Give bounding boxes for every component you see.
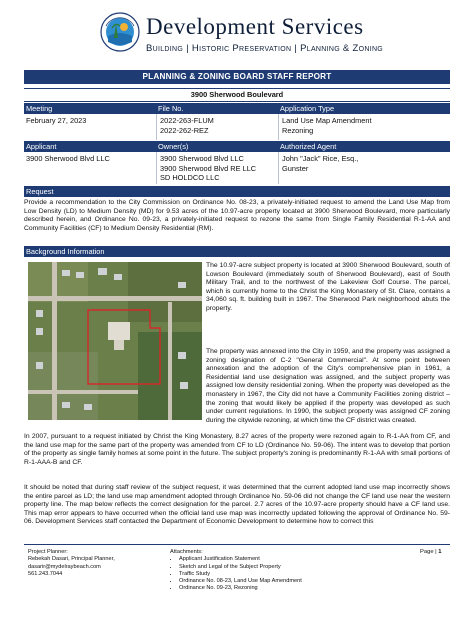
department-title: Development Services xyxy=(146,14,364,39)
attachments-list xyxy=(170,556,302,592)
applicant-name: 3900 Sherwood Blvd LLC xyxy=(26,154,110,163)
background-paragraph-3: In 2007, pursuant to a request initiated by Christ the King Monastery, 8.27 acres of the property were rezoned again to R-1-AA from CF, and the land use map for the same part of the property was amended from CF to LD (Ordinance No. 59-06). The intent was to develop that portion of the property as single family homes at some point in the future. The subject property's zoning is predominantly R-1-AA with small portions of R-1-AAA-B and CF. xyxy=(24,433,450,466)
applicant-table-row xyxy=(24,152,450,184)
background-heading: Background Information xyxy=(24,246,450,257)
attachment-item: • Sketch and Legal of the Subject Property xyxy=(179,564,302,571)
agent: Gunster xyxy=(282,163,309,173)
attachments xyxy=(170,549,302,593)
meeting-table xyxy=(24,103,450,140)
report-address: 3900 Sherwood Boulevard xyxy=(24,88,450,102)
aerial-photo xyxy=(28,262,202,420)
owner: SD HOLDCO LLC xyxy=(160,173,220,182)
file-no: 2022-262-REZ xyxy=(160,125,209,135)
subtitle-historic: Historic Preservation xyxy=(191,43,292,54)
department-subtitle: Building | Historic Preservation | Planning & Zoning xyxy=(146,43,384,54)
planner-name: Rebekah Dasari, Principal Planner, xyxy=(28,556,115,563)
header-file-no: File No. xyxy=(158,104,184,113)
file-numbers xyxy=(156,114,278,140)
city-seal-icon xyxy=(100,12,140,52)
applicant-table-header xyxy=(24,141,450,152)
owner: 3900 Sherwood Blvd LLC xyxy=(160,154,244,163)
application-type: Rezoning xyxy=(282,125,314,135)
header-applicant: Applicant xyxy=(26,142,57,151)
attachment-item: • Ordinance No. 08-23, Land Use Map Amendment xyxy=(179,578,302,585)
project-planner xyxy=(28,549,115,578)
header-agent: Authorized Agent xyxy=(280,142,337,151)
owner-list xyxy=(156,152,278,184)
meeting-date: February 27, 2023 xyxy=(26,116,87,125)
page-header xyxy=(0,0,474,66)
page-number: 1 xyxy=(438,549,442,555)
attachment-item: • Applicant Justification Statement xyxy=(179,556,302,563)
subtitle-building: Building xyxy=(146,43,184,54)
header-meeting: Meeting xyxy=(26,104,53,113)
subtitle-planning: Planning & Zoning xyxy=(300,43,384,54)
attachments-label: Attachments: xyxy=(170,549,203,555)
agent-list xyxy=(278,152,450,184)
application-type: Land Use Map Amendment xyxy=(282,116,372,125)
attachment-item: • Traffic Study xyxy=(179,571,302,578)
page-label: Page xyxy=(420,549,434,555)
agent: John "Jack" Rice, Esq., xyxy=(282,154,359,163)
applicant-table xyxy=(24,141,450,184)
meeting-table-row xyxy=(24,114,450,140)
meeting-table-header xyxy=(24,103,450,114)
background-paragraph-2: The property was annexed into the City in 1959, and the property was assigned a zoning designation of C-2 "General Commercial". At some point between annexation and the adoption of the City's comprehensive plan in 1961, a Residential land use designation was assigned, and the subject property was assigned low density residential zoning. When the property was developed as the monastery in 1967, the City did not have a Community Facilities zoning district – the zoning that would likely be applied if the property was developed as such under current regulations. In 1990, the subject property was assigned CF zoning during the citywide rezoning, at which time the CF district was created. xyxy=(206,348,450,424)
application-types xyxy=(278,114,450,140)
request-heading: Request xyxy=(24,186,450,197)
planner-label: Project Planner: xyxy=(28,549,68,555)
background-paragraph-4: It should be noted that during staff review of the subject request, it was determined that the current adopted land use map incorrectly shows the entire parcel as LD; the land use map amendment adopted through Ordinance No. 59-06 did not change the CF land use near the western property line. The map below reflects the correct designation for the parcel. 2.7 acres of the 10.97-acre property should have a CF land use. This map error appears to have occurred when the official land use map was incorrectly updated following the approval of Ordinance No. 59-06. Development Services staff contacted the Department of Economic Development to determine how to correct this xyxy=(24,484,450,526)
header-application-type: Application Type xyxy=(280,104,335,113)
header-owners: Owner(s) xyxy=(158,142,189,151)
file-no: 2022-263-FLUM xyxy=(160,116,214,125)
attachment-item: • Ordinance No. 09-23, Rezoning xyxy=(179,585,302,592)
background-paragraph-1: The 10.97-acre subject property is located at 3900 Sherwood Boulevard, south of Lowson Boulevard (immediately south of Sherwood Boulevard), east of South Military Trail, and to the northwest of the Lakeview Golf Course. The parcel, which is currently home to the Christ the King Monastery of St. Clare, contains a 34,060 sq. ft. building built in 1967. The Sherwood Park neighborhood abuts the property. xyxy=(206,262,450,312)
report-title: PLANNING & ZONING BOARD STAFF REPORT xyxy=(24,70,450,84)
footer-divider xyxy=(24,544,450,545)
request-text: Provide a recommendation to the City Commission on Ordinance No. 08-23, a privately-initiated request to amend the Land Use Map from Low Density (LD) to Medium Density (MD) for 9.53 acres of the 10.97-acre property located at 3900 Sherwood Boulevard, more particularly described herein, and Ordinance No. 09-23, a privately-initiated request to rezone the same from Single Family Residential R-1-AA and Community Facilities (CF) to Medium Density Residential (RM). xyxy=(24,199,450,232)
page-indicator: Page | 1 xyxy=(420,549,442,555)
owner: 3900 Sherwood Blvd RE LLC xyxy=(160,163,257,173)
planner-phone: 561.243.7044 xyxy=(28,570,63,577)
planner-email[interactable]: dasarir@mydelraybeach.com xyxy=(28,563,101,570)
